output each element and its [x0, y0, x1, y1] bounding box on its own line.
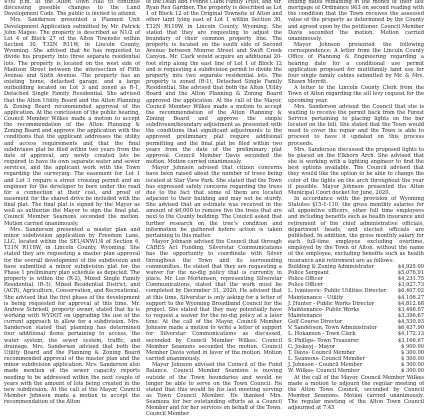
salary-amount: $4,812.68	[397, 300, 424, 307]
salary-amount: $4,231.75	[397, 276, 424, 283]
salary-title: C. Joskeyj - Mayor	[288, 343, 336, 350]
salary-amount: $3,396.67	[397, 312, 424, 319]
salary-title: L. Ivanisevic- Public Utilities Director	[288, 288, 387, 295]
paragraph: Mrs. Sanderson discussed the proposed lights to be placed on the Elkhorn Arch. She advised that she is working with a lighting engineer to find the best options available. The Council advised that they would like the option to be able to change the color of the lights on the arch throughout the year if possible. Mayor Johnson presented the Alton Municipal Court docket for June, 2020.	[288, 146, 424, 196]
salary-amount: $ 300.00	[401, 368, 424, 375]
paragraph: Mrs. Sanderson presented a Planned Unit Development Application submitted by Mr. Patrick John Magee. The property is described as N1/2 of Lot 4 of Block 27 of the Alton Townsite within Section 30, T32N R11W, in Lincoln County, Wyoming. She advised that he has requested to divide his property into three separate residential lots. The property is located on the west side of Madison Street between the intersection of Fifth Avenue and Sixth Avenue. The property has an existing home, detached garage, and a large outbuilding located on Lot 3 and zoned as R-1, Detached Single Family Residential. She advised that the Alton Utility Board and the Alton Planning & Zoning Board recommended approval of the application. At the conclusion of the public hearing, Council Member Wilkes made a motion to accept the recommendation of the Alton Planning & Zoning Board and approve the application with the conditions that the applicant addresses the utility and access requirements and that the final subdivision plat be filed within two years from the date of approval, any newly created lots be required to have its own separate water and sewer services, and the applicant work with the Town regarding the surveying. The easement for Lot 1 and Lot 3 require a street crossing permit and an engineer for the developer to bore under the road for a connection at their cost, and proof of easement for the shared drive be included with the final plat. The final plat is signed by the Mayor as well as authorize the Mayor to sign the final plat. Council Member Seamons seconded the motion. Motion carried unanimously.	[4, 17, 140, 227]
salary-row	[288, 368, 424, 374]
salary-amount: $4,106.27	[397, 294, 424, 301]
paragraph: ending dates remaining in the month of their last mortgage of Ordinance 963 on second reading with the condition that the Town receives the assessed value of the property as determined by the County and agreed upon by the petitioner. Council Member Davis seconded the motion. Motion carried unanimously.	[288, 0, 424, 42]
salary-title: S. Phillips- Town Treasurer	[288, 337, 359, 344]
paragraph: Mayor Johnson advised the Council of the Fund Balance. Council Member Seamons is moving outside of the Town boundaries and would no longer be able to serve on the Town Council. He stated that this would be his last meeting serving as Town Council Member. He thanked Mrs. Seamons for her outstanding efforts as a Council Member and for her services on behalf of the Town. Council Member	[146, 362, 282, 418]
salary-title: Golf Course Director	[288, 319, 343, 326]
column-3	[288, 0, 424, 411]
salary-amount: $ 300.00	[401, 362, 424, 369]
salary-amount: $3,466.67	[397, 306, 424, 313]
salary-amount: $ 900.00	[401, 343, 424, 350]
salary-amount: $3,166.67	[397, 337, 424, 344]
paragraph: In accordance with the provision of Wyoming Statutes §15-1-110, the gross monthly salaries for all appointive officers, other full time employees and including benefits such as health insurance and retirement of the chief administrative officials, department heads, and elected officials are published. In addition, the gross monthly salary for each full-time employee excluding overtime, employed by the Town of Alton, without the name of the employee, excluding benefits such as health insurance and retirement are as follows:	[288, 196, 424, 264]
salary-title: W. Wilkes- Council Member	[288, 368, 360, 375]
paragraph: Mayor Johnson advised the Council that through CARES Act Funding, Silverstar Communications has the opportunity to coordinate with Silver throughout the Town and its surrounding communities. He stated that they are requesting a waiver for the no-dig policy that is currently in place. Mr. Lee Mortensen, representing Silverstar Communications, stated that the work must be completed by December 31, 2020. He advised that at this time, Silverstar is only asking for a letter of support to the Wyoming Broadband Council for the project. She stated that they may potentially have to request a waiver for the no-dig policy at a later time. At the call of the Mayor, Council Member Johnson made a motion to write a letter of support for Silverstar Communications as discussed, seconded by Council Member Wilkes. Council Member Seamons seconded the motion. Council Member Davis voted in favor of the motion. Motion carried unanimously.	[146, 239, 282, 363]
salary-amount: $6,407.02	[397, 288, 424, 295]
salary-title: V. Sanderson, Town Administrator	[288, 325, 377, 332]
paragraph: Mayor Johnson presented the following correspondence: A letter from the Lincoln County Office of Planning & Engineering regarding a hearing date for a conditional use permit application proposed for multifamily land use for four single family cabins submitted by Mr. & Mrs. Shawn Merritt.	[288, 42, 424, 86]
paragraph: A letter to the Lincoln County Clerk from the Town of Alton regarding the sill levy request for the upcoming year.	[288, 85, 424, 104]
paragraph: 4:00 p.m. at the Alton Town Hall to continue discussing possible changes to the Land Development Code. The public is invited to attend.	[4, 0, 140, 18]
paragraph: Mrs. Sanderson presented a master plan and minor subdivision application by Freedom Lane, LLC, located within the SE1/4NW1/4 of Section 6, T31N R118W, in Lincoln County, Wyoming. She stated they are requesting a master plan approval for the overall development of the subdivision and have submitted a minor subdivision plat for the Phase 1 preliminary plan schedule as depicted. The property is within the (R-2), Mixed Single Family Residential, (R-3), Mixed Residential District, and (ACR), Agriculture, Conservation, and Recreational. She advised that the first phase of the development is being requested for approval at this time. Mr. Andrew Schriedl, property owner, stated that he is working with WYDOT on upgrading the use of the current approach to allow for a subdivision. Mrs. Sanderson stated that planning has determined four additional items pertaining to access, the water system, the sewer system, traffic, and drainage. Mrs. Sanderson advised that both the Utility Board and the Planning & Zoning Board recommended approval of the master plan and the minor subdivision application. Mrs. Sanderson also made mention of the sewer capacity reports needing to be addressed within the next couple of years with the amount of lots being created in the new subdivision. At the call of the Mayor, Council Member Johnson made a motion to accept the recommendation of the Alton	[4, 226, 140, 406]
salary-amount: $4,172.13	[397, 331, 424, 338]
salary-amount: $5,076.91	[397, 269, 424, 276]
paragraph: Mayor Johnson advised that citizen concerns have been raised about the number of trees being located at Star View Park. She stated that the Town has expressed safety concerns regarding the trees due to the fact that some of them are located adjacent to their building and may not be sturdy. She advised that an estimate was received in the amount of $6,000 to remove five the trees that are next to the County building. The Council asked that further research on the tree's condition and information be gathered before action is taken pertaining to this matter.	[146, 165, 282, 239]
salary-amount: $ 300.00	[401, 349, 424, 356]
salary-amount: $4,530.93	[397, 319, 424, 326]
salary-title: Maintenance- Public Works	[288, 306, 360, 313]
salary-title: Police Officer	[288, 276, 324, 283]
salary-title: Maintenance	[288, 312, 322, 319]
salary-title: J. Hunter - Public Works Director	[288, 300, 375, 307]
paragraph: of the Dean and Yvonne Clark Family Trust, and Mr. Ryan Rex Gardner. The property is described as Lot 1 of Block 12 of the Original Townsite of Alton and other land lying east of Lot 1 within Section 30, T32N R119W, in Lincoln County, Wyoming. She stated that they are requesting to adjust the boundary of their common property line. The property is located on the south side of Second Avenue between Monroe Street and Swift Creek Canyon. Mr. Clark would acquire an additional 20-foot strip along the east line of Lot 1 of Block 12 and is requesting a subdivision permit to divide the property into two separate residential lots. The property is zoned (R-1), Detached Single Family Residential. She advised that both the Alton Utility Board and the Alton Planning & Zoning Board approved the application. At the call of the Mayor, Council Member Wilkes made a motion to accept the recommendation of the Alton Planning & Zoning Board and approve the simple subdivision/boundary adjustment as presented with the conditions that significant adjustments to the approved preliminary plat require additional permitting and the final plat be filed within two years from the date of the preliminary plat approval. Council Member Davis seconded the motion. Motion carried unanimously.	[146, 0, 282, 166]
salary-amount: $ 300.00	[401, 356, 424, 363]
column-1	[4, 0, 140, 405]
salary-title: L. Hokanson - Town Clerk	[288, 331, 356, 338]
salary-title: Maintenance - Utility	[288, 294, 344, 301]
paragraph: At the call of the Mayor, Council Member Wilkes made a motion to adjourn the regular meeting of the Alton Town Council, seconded by Council Member Seamons. Motion carried unanimously. The regular meeting of the Alton Town Council adjourned at 7:45	[288, 374, 424, 412]
salary-title: L. Seamons- Council Member	[288, 356, 366, 363]
column-2	[146, 0, 282, 418]
salary-amount: $3,927.73	[397, 282, 424, 289]
salary-title: Police Sergeant	[288, 269, 329, 276]
salary-title: Building & Zoning Administrator	[288, 263, 374, 270]
salary-title: T. Davis- Council Member	[288, 349, 356, 356]
salary-title: J. Johnson - Council Member	[288, 362, 363, 369]
salary-title: Police Officer	[288, 282, 324, 289]
salary-list	[288, 264, 424, 375]
paragraph: Mrs. Sanderson advised the Council that she is waiting to receive the permit back from the Forest Service pertaining to placing lights on the bar located on the bill. She stated that the Town would need to cover the repair and the Town is able to proceed to have it updated on this process proceeds.	[288, 103, 424, 147]
salary-amount: $6,437.90	[397, 325, 424, 332]
salary-amount: $4,925.00	[397, 263, 424, 270]
